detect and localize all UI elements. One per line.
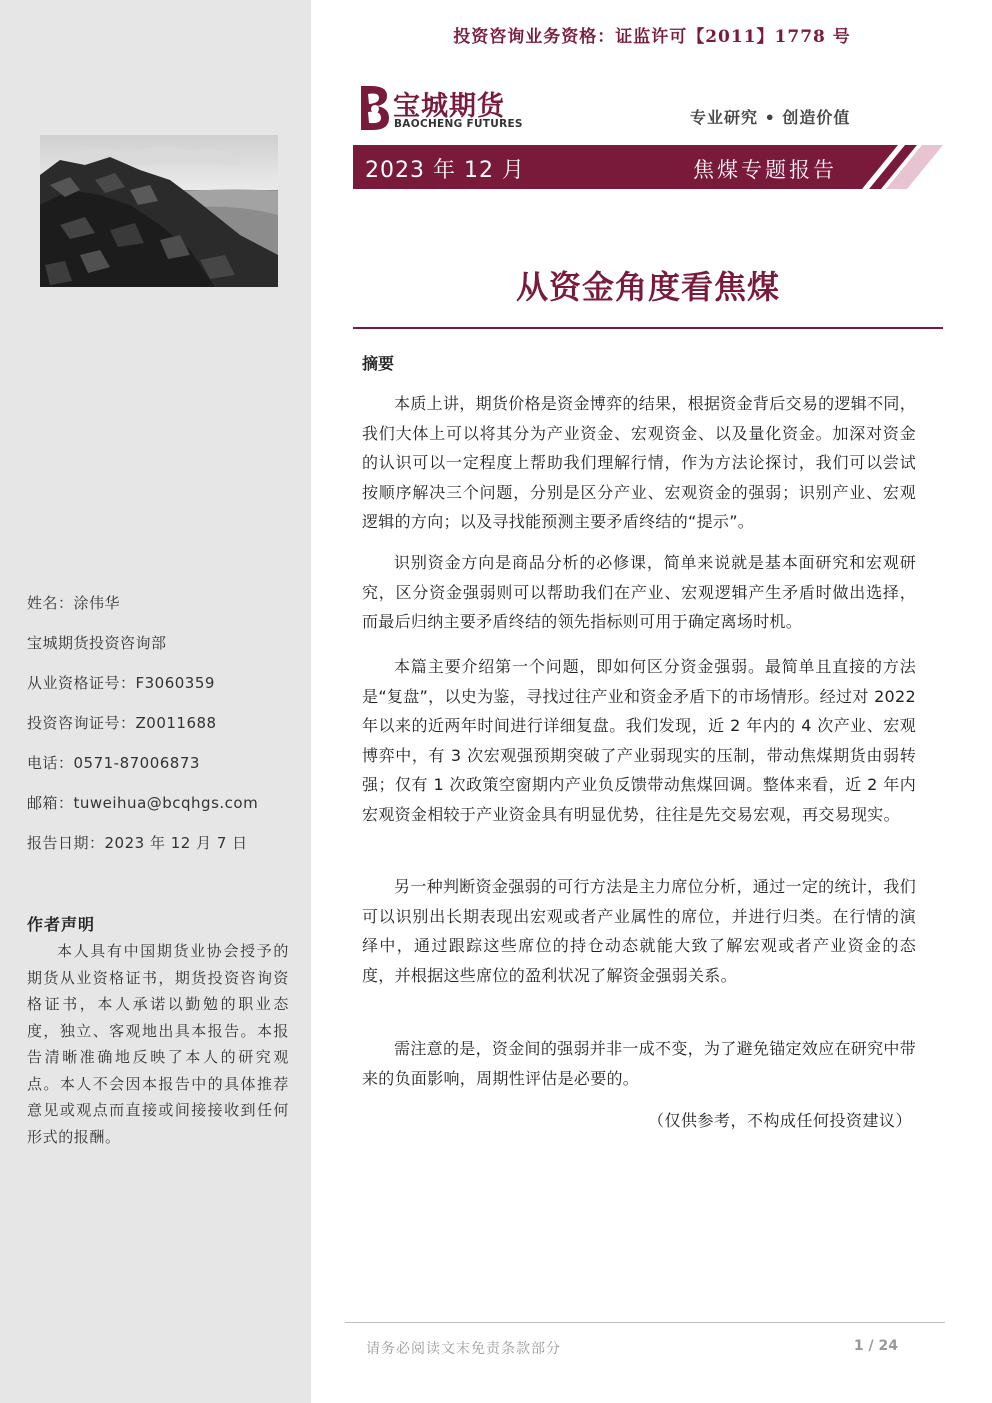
coal-photo-image <box>40 135 278 287</box>
banner-report-type: 焦煤专题报告 <box>693 158 837 182</box>
declaration-text: 本人具有中国期货业协会授予的期货从业资格证书，期货投资咨询资格证书，本人承诺以勤勉的职业态度，独立、客观地出具本报告。本报告清晰准确地反映了本人的研究观点。本人不会因本报告中的具体推荐意见或观点而直接或间接接收到任何形式的报酬。 <box>27 942 289 1146</box>
paragraph-text: 本篇主要介绍第一个问题，即如何区分资金强弱。最简单且直接的方法是“复盘”，以史为鉴，寻找过往产业和资金矛盾下的市场情形。经过对 2022 年以来的近两年时间进行详细复盘。我们发现，近 2 年内的 4 次产业、宏观博弈中，有 3 次宏观强预期突破了产业弱现实的压制，带动焦煤期货由弱转强；仅有 1 次政策空窗期内产业负反馈带动焦煤回调。整体来看，近 2 年内宏观资金相较于产业资金具有明显优势，往往是先交易宏观，再交易现实。 <box>362 657 916 824</box>
banner-date: 2023 年 12 月 <box>365 158 525 183</box>
page-number: 1 / 24 <box>853 1338 898 1354</box>
author-department: 宝城期货投资咨询部 <box>27 634 167 652</box>
abstract-heading: 摘要 <box>362 354 395 373</box>
report-banner <box>353 145 943 189</box>
company-logo <box>357 82 527 134</box>
author-name: 姓名：涂伟华 <box>27 594 121 612</box>
abstract-paragraph-2 <box>362 548 916 637</box>
slogan: 专业研究 • 创造价值 <box>690 108 851 127</box>
sidebar <box>0 0 311 1403</box>
disclaimer: （仅供参考，不构成任何投资建议） <box>647 1111 912 1130</box>
abstract-paragraph-4 <box>362 872 916 990</box>
abstract-paragraph-5 <box>362 1034 916 1093</box>
baocheng-logo-icon <box>357 82 393 132</box>
declaration-title: 作者声明 <box>27 915 96 934</box>
author-info <box>27 590 297 870</box>
paragraph-text: 识别资金方向是商品分析的必修课，简单来说就是基本面研究和宏观研究，区分资金强弱则可以帮助我们在产业、宏观逻辑产生矛盾时做出选择，而最后归纳主要矛盾终结的领先指标则可用于确定离场时机。 <box>362 553 916 631</box>
paragraph-text: 本质上讲，期货价格是资金博弈的结果，根据资金背后交易的逻辑不同，我们大体上可以将其分为产业资金、宏观资金、以及量化资金。加深对资金的认识可以一定程度上帮助我们理解行情，作为方法论探讨，我们可以尝试按顺序解决三个问题，分别是区分产业、宏观资金的强弱；识别产业、宏观逻辑的方向；以及寻找能预测主要矛盾终结的“提示”。 <box>362 394 916 531</box>
report-date: 报告日期：2023 年 12 月 7 日 <box>27 834 248 852</box>
coal-photo <box>40 135 278 287</box>
abstract-paragraph-3 <box>362 652 916 829</box>
paragraph-text: 另一种判断资金强弱的可行方法是主力席位分析，通过一定的统计，我们可以识别出长期表现出宏观或者产业属性的席位，并进行归类。在行情的演绎中，通过跟踪这些席位的持仓动态就能大致了解宏观或者产业资金的态度，并根据这些席位的盈利状况了解资金强弱关系。 <box>362 877 916 985</box>
footer-divider <box>345 1322 945 1323</box>
author-phone: 电话：0571-87006873 <box>27 754 200 772</box>
abstract-paragraph-1 <box>362 389 916 537</box>
report-title: 从资金角度看焦煤 <box>515 268 780 306</box>
author-email: 邮箱：tuweihua@bcqhgs.com <box>27 794 259 812</box>
title-divider <box>353 327 943 329</box>
logo-text-en: BAOCHENG FUTURES <box>394 118 523 130</box>
logo-text-cn: 宝城期货 <box>393 91 505 122</box>
author-qualification-id: 从业资格证号：F3060359 <box>27 674 215 692</box>
license-line: 投资咨询业务资格：证监许可【2011】1778 号 <box>453 27 851 47</box>
author-consulting-id: 投资咨询证号：Z0011688 <box>27 714 217 732</box>
paragraph-text: 需注意的是，资金间的强弱并非一成不变，为了避免锚定效应在研究中带来的负面影响，周期性评估是必要的。 <box>362 1039 916 1088</box>
footer-note: 请务必阅读文末免责条款部分 <box>366 1341 561 1357</box>
